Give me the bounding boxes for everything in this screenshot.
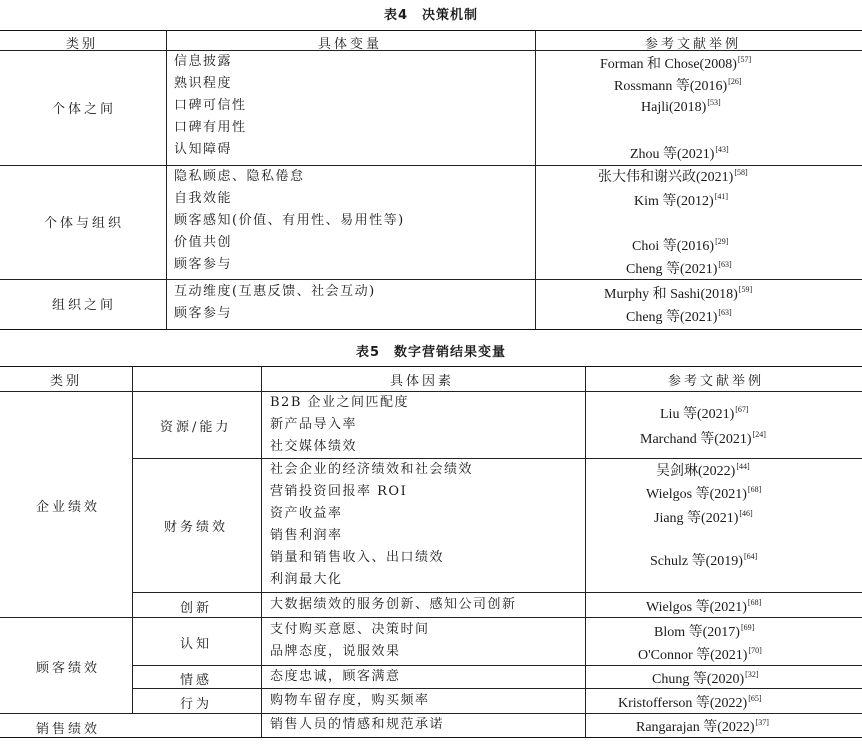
table4-header-category: 类别 — [66, 37, 99, 52]
reference: Murphy 和 Sashi(2018)[59] — [604, 285, 753, 302]
table4-category-inter-org: 组织之间 — [52, 298, 117, 313]
factor: 销售利润率 — [270, 528, 343, 543]
variable: 自我效能 — [174, 191, 233, 206]
table5-sub-cognition: 认知 — [180, 637, 213, 652]
variable: 口碑有用性 — [174, 120, 247, 135]
variable: 顾客感知(价值、有用性、易用性等) — [174, 213, 405, 228]
reference: Zhou 等(2021)[43] — [630, 145, 729, 162]
factor: 购物车留存度，购买频率 — [270, 693, 430, 708]
reference: Choi 等(2016)[29] — [632, 237, 729, 254]
table5-category-firm: 企业绩效 — [36, 500, 101, 515]
factor: B2B 企业之间匹配度 — [270, 395, 410, 410]
variable: 信息披露 — [174, 54, 233, 69]
table5-header-refs: 参考文献举例 — [668, 374, 765, 389]
reference: Chung 等(2020)[32] — [652, 670, 759, 687]
reference: Cheng 等(2021)[63] — [626, 308, 732, 325]
table4-header-variables: 具体变量 — [318, 37, 383, 52]
table4-caption: 表4 决策机制 — [383, 8, 479, 23]
reference: Kristofferson 等(2022)[65] — [618, 694, 762, 711]
table5-sub-innovation: 创新 — [180, 601, 213, 616]
table5-category-customer: 顾客绩效 — [36, 661, 101, 676]
factor: 资产收益率 — [270, 506, 343, 521]
factor: 新产品导入率 — [270, 417, 358, 432]
variable: 隐私顾虑、隐私倦怠 — [174, 169, 305, 184]
factor: 支付购买意愿、决策时间 — [270, 622, 430, 637]
table5-header-factors: 具体因素 — [390, 374, 455, 389]
variable: 互动维度(互惠反馈、社会互动) — [174, 284, 376, 299]
factor: 利润最大化 — [270, 572, 343, 587]
factor: 态度忠诚，顾客满意 — [270, 669, 401, 684]
reference: Wielgos 等(2021)[68] — [646, 485, 762, 502]
factor: 品牌态度，说服效果 — [270, 644, 401, 659]
variable: 价值共创 — [174, 235, 233, 250]
table5-sub-resources: 资源/能力 — [160, 420, 232, 435]
reference: Jiang 等(2021)[46] — [654, 509, 753, 526]
reference: Blom 等(2017)[69] — [654, 623, 755, 640]
table5-caption: 表5 数字营销结果变量 — [355, 345, 507, 360]
reference: Marchand 等(2021)[24] — [640, 430, 766, 447]
table5-sub-affect: 情感 — [180, 673, 213, 688]
table4-category-interpersonal: 个体之间 — [52, 102, 117, 117]
table5-sub-financial: 财务绩效 — [164, 520, 229, 535]
table5-category-sales: 销售绩效 — [36, 722, 101, 737]
factor: 营销投资回报率 ROI — [270, 484, 408, 499]
reference: Cheng 等(2021)[63] — [626, 260, 732, 277]
variable: 熟识程度 — [174, 76, 233, 91]
reference: 张大伟和谢兴政(2021)[58] — [598, 168, 748, 185]
table5-sub-behavior: 行为 — [180, 697, 213, 712]
reference: Kim 等(2012)[41] — [634, 192, 729, 209]
table4-category-individual-org: 个体与组织 — [44, 216, 125, 231]
table5-header-category: 类别 — [50, 374, 83, 389]
factor: 销售人员的情感和规范承诺 — [270, 717, 445, 732]
factor: 大数据绩效的服务创新、感知公司创新 — [270, 597, 517, 612]
table4-header-refs: 参考文献举例 — [645, 37, 742, 52]
variable: 口碑可信性 — [174, 98, 247, 113]
variable: 顾客参与 — [174, 306, 233, 321]
variable: 顾客参与 — [174, 257, 233, 272]
reference: Hajli(2018)[53] — [641, 98, 721, 115]
reference: Rangarajan 等(2022)[37] — [636, 718, 769, 735]
reference: Rossmann 等(2016)[26] — [614, 77, 742, 94]
reference: Liu 等(2021)[67] — [660, 405, 749, 422]
reference: Forman 和 Chose(2008)[57] — [600, 55, 752, 72]
factor: 社交媒体绩效 — [270, 439, 358, 454]
variable: 认知障碍 — [174, 142, 233, 157]
reference: Schulz 等(2019)[64] — [650, 552, 758, 569]
reference: 吴剑琳(2022)[44] — [656, 462, 750, 479]
factor: 销量和销售收入、出口绩效 — [270, 550, 445, 565]
factor: 社会企业的经济绩效和社会绩效 — [270, 462, 474, 477]
reference: Wielgos 等(2021)[68] — [646, 598, 762, 615]
reference: O'Connor 等(2021)[70] — [638, 646, 762, 663]
